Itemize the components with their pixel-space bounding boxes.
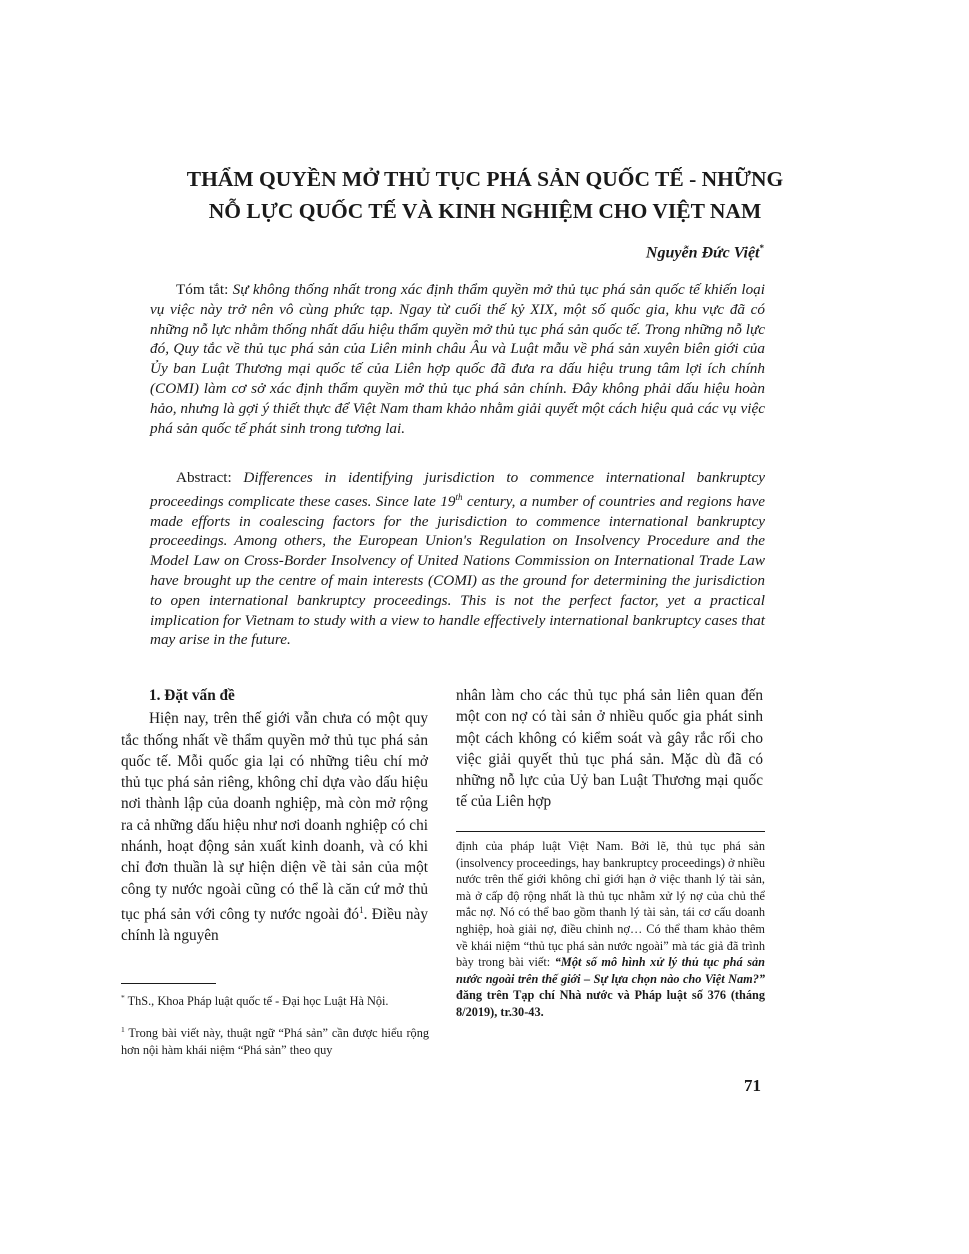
author-name-text: Nguyễn Đức Việt: [645, 244, 760, 262]
left-body-text: Hiện nay, trên thế giới vẫn chưa có một quy tắc thống nhất về thẩm quyền mở thủ tục phá sản quốc tế. Mỗi quốc gia lại có những tiêu chí mở thủ tục phá sản riêng, không chỉ dựa vào dấu hiệu nơi thành lập của doanh nghiệp, mà còn mở rộng ra cả những dấu hiệu như nơi doanh nghiệp có chi nhánh, hoạt động sản xuất kinh doanh, và có khi chỉ đơn thuần là sự hiện diện về tài sản của một công ty nước ngoài cũng có thể là căn cứ mở thủ tục phá sản với công ty nước ngoài đó: [121, 710, 428, 924]
footnote-ref-1: 1: [359, 904, 364, 915]
footnote-1-cont-b: đăng trên Tạp chí Nhà nước và Pháp luật số 376 (tháng 8/2019), tr.30-43.: [456, 988, 765, 1019]
english-abstract: [150, 468, 765, 650]
footnote-author-mark: *: [121, 993, 125, 1002]
footnote-author-text: ThS., Khoa Pháp luật quốc tế - Đại học Luật Hà Nội.: [124, 994, 389, 1009]
footnote-1-cont-a: định của pháp luật Việt Nam. Bởi lẽ, thủ tục phá sản (insolvency proceedings, hay bankruptcy proceedings) ở nhiều nước trên thế giới không chỉ giới hạn ở việc thanh lý tài sản, mà ở cấp độ rộng nhất là thủ tục nhằm xử lý nợ của chủ thể mắc nợ. Nó có thể bao gồm thanh lý tài sản, tái cơ cấu doanh nghiệp, hoà giải nợ, điều chỉnh nợ… Có thể tham khảo thêm về khái niệm “thủ tục phá sản nước ngoài” mà tác giả đã trình bày trong bài viết:: [456, 839, 765, 970]
summary-label: Tóm tắt:: [176, 281, 229, 298]
footnote-1-cited-title: “Một số mô hình xử lý thủ tục phá sản nước ngoài trên thế giới – Sự lựa chọn nào cho Việt Nam?”: [456, 955, 765, 986]
footnote-1-text: Trong bài viết này, thuật ngữ “Phá sản” cần được hiểu rộng hơn nội hàm khái niệm “Phá sản” theo quy: [121, 1026, 429, 1057]
abstract-text-part1: Differences in identifying jurisdiction to commence international bankruptcy proceedings complicate these cases. Since late 19: [150, 469, 766, 510]
author-footnote-mark: *: [759, 243, 764, 253]
right-column-body: nhân làm cho các thủ tục phá sản liên quan đến một con nợ có tài sản ở nhiều quốc gia phát sinh một cách không có kiểm soát và gây rắc rối cho việc giải quyết thủ tục phá sản. Mặc dù đã có những nỗ lực của Uỷ ban Luật Thương mại quốc tế của Liên hợp: [456, 687, 763, 811]
footnote-1-continued: [456, 838, 765, 1021]
left-body-tail: . Điều này chính là nguyên: [121, 906, 429, 945]
title-line-2: NỖ LỰC QUỐC TẾ VÀ KINH NGHIỆM CHO VIỆT NAM: [208, 199, 762, 223]
right-column: [456, 685, 763, 813]
abstract-label: Abstract:: [176, 469, 232, 486]
left-column: [121, 685, 428, 947]
footnote-1: [121, 1022, 429, 1058]
article-title: [100, 163, 870, 227]
abstract-text-part2: century, a number of countries and regions have made efforts in coalescing factors for the jurisdiction to commence international bankruptcy proceedings. Among others, the European Union's Regulation on Insolvency Procedure and the Model Law on Cross-Border Insolvency of United Nations Commission on International Trade Law have brought up the centre of main interests (COMI) as the ground for determining the jurisdiction to open international bankruptcy proceedings. This is not the perfect factor, yet a practical implication for Vietnam to study with a view to handle effectively international bankruptcy cases that may arise in the future.: [150, 492, 765, 649]
author-name: [646, 243, 764, 262]
footnote-divider-left: [121, 983, 216, 984]
abstract-superscript: th: [455, 491, 463, 502]
footnote-author: [121, 990, 429, 1010]
footnote-1-mark: 1: [121, 1025, 125, 1034]
vietnamese-summary: [150, 280, 765, 438]
footnote-divider-right: [456, 831, 765, 832]
left-column-body: [121, 708, 428, 946]
summary-text: Sự không thống nhất trong xác định thẩm quyền mở thủ tục phá sản quốc tế khiến loại vụ việc này trở nên vô cùng phức tạp. Ngay từ cuối thế kỷ XIX, một số quốc gia, khu vực đã có những nỗ lực nhằm thống nhất dấu hiệu thẩm quyền mở thủ tục phá sản quốc tế. Trong những nỗ lực đó, Quy tắc về thủ tục phá sản của Liên minh châu Âu và Luật mẫu về phá sản xuyên biên giới của Ủy ban Luật Thương mại quốc tế của Liên hợp quốc đã đưa ra dấu hiệu trung tâm lợi ích chính (COMI) làm cơ sở xác định thẩm quyền mở thủ tục phá sản chính. Đây không phải dấu hiệu hoàn hảo, nhưng là gợi ý thiết thực để Việt Nam tham khảo nhằm giải quyết một cách hiệu quả các vụ việc phá sản quốc tế phát sinh trong tương lai.: [150, 281, 765, 437]
title-line-1: THẨM QUYỀN MỞ THỦ TỤC PHÁ SẢN QUỐC TẾ - NHỮNG: [186, 167, 784, 191]
section-heading: 1. Đặt vấn đề: [149, 687, 235, 704]
page-number: 71: [744, 1076, 761, 1095]
